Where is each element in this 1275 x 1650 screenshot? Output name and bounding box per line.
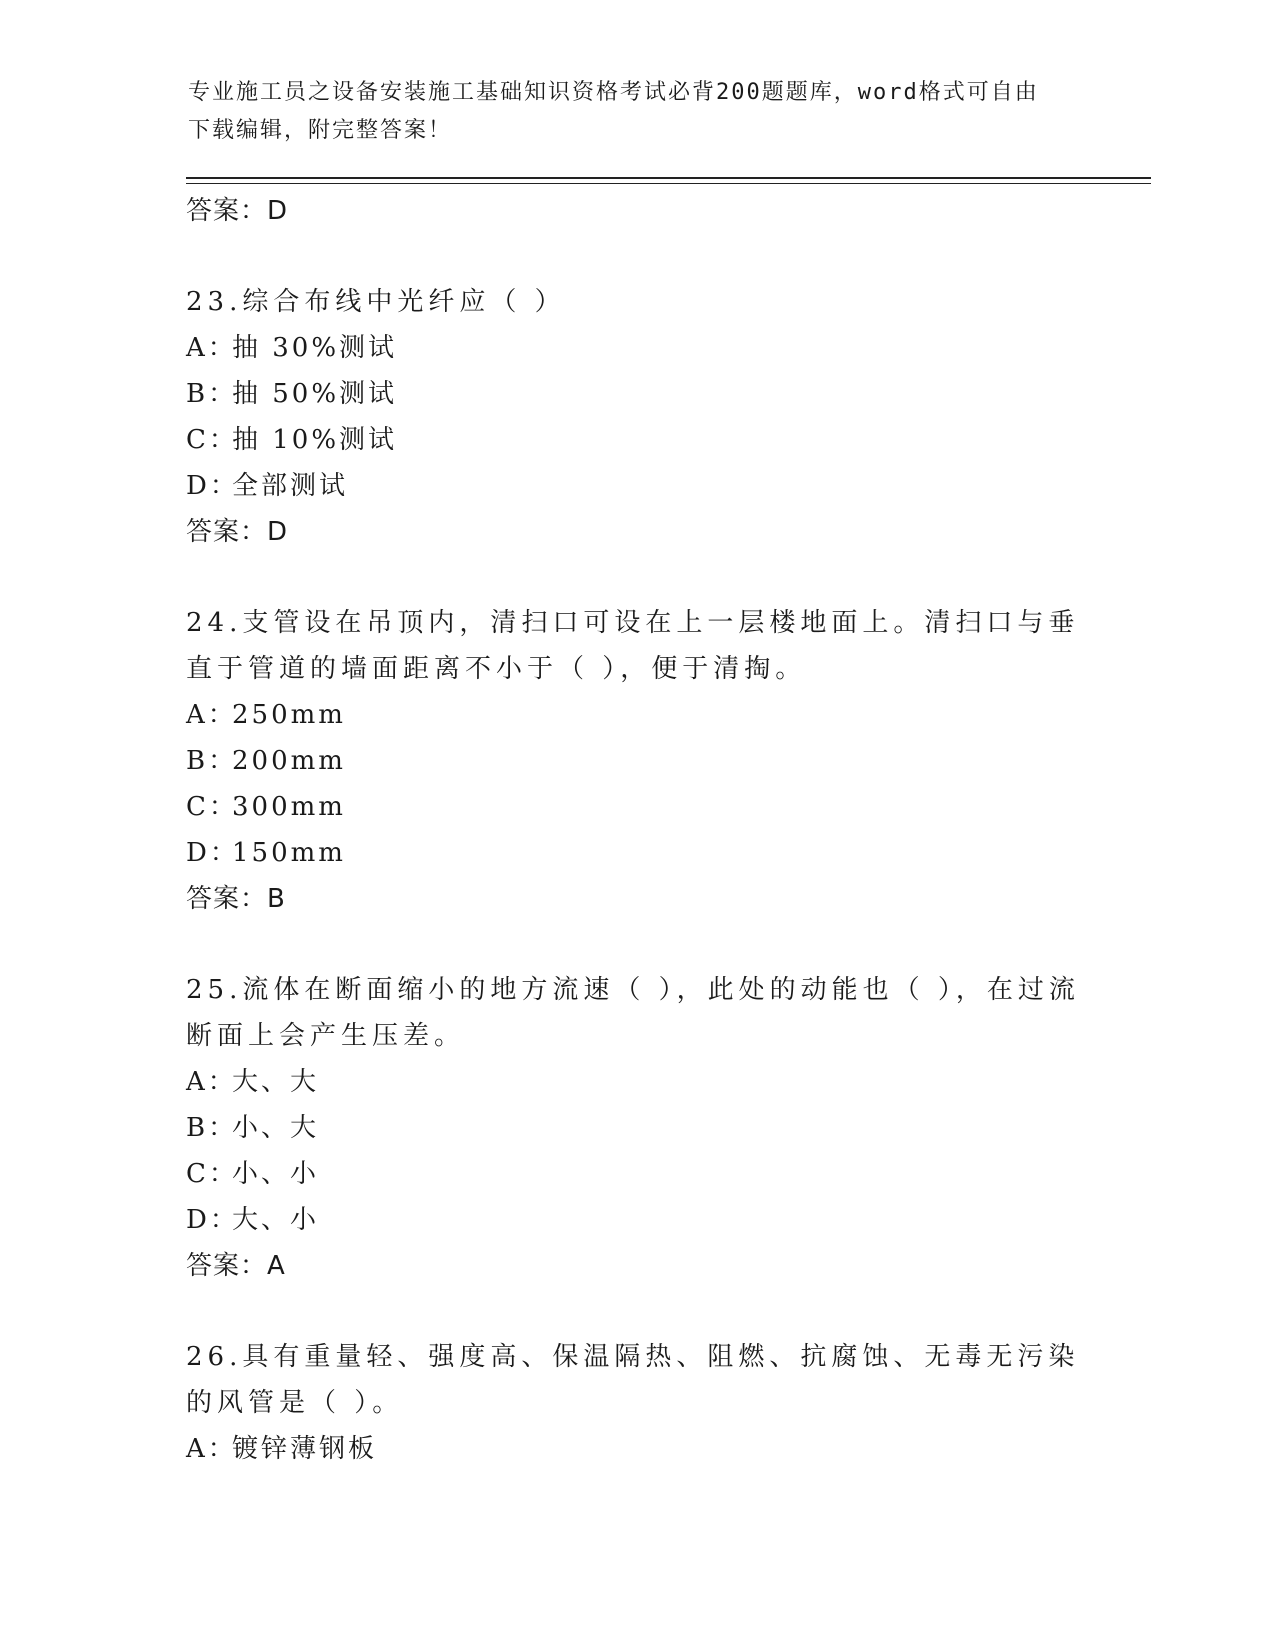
option-a: A：大、大 [186, 1067, 320, 1097]
question-24-text: 24.支管设在吊顶内，清扫口可设在上一层楼地面上。清扫口与垂直于管道的墙面距离不小于（ ），便于清掏。 [186, 608, 1080, 684]
option-a: A：镀锌薄钢板 [186, 1434, 378, 1464]
question-23-text: 23.综合布线中光纤应（ ） [186, 287, 566, 317]
option-d: D：大、小 [186, 1205, 320, 1235]
spacer [186, 1289, 1086, 1334]
question-list [186, 188, 1086, 1472]
question-26-text: 26.具有重量轻、强度高、保温隔热、阻燃、抗腐蚀、无毒无污染的风管是（ ）。 [186, 1342, 1080, 1418]
answer-23: 答案：D [186, 517, 289, 547]
option-d: D：150mm [186, 838, 346, 868]
header-line-2: 下载编辑，附完整答案！ [188, 118, 453, 143]
header-rule-thick [186, 177, 1151, 179]
question-24 [186, 600, 1086, 922]
option-a: A：抽 30%测试 [186, 333, 398, 363]
answer-25: 答案：A [186, 1251, 286, 1281]
option-b: B：小、大 [186, 1113, 320, 1143]
option-c: C：抽 10%测试 [186, 425, 398, 455]
question-26 [186, 1334, 1086, 1472]
spacer [186, 234, 1086, 279]
header-line-1: 专业施工员之设备安装施工基础知识资格考试必背200题题库，word格式可自由 [188, 80, 1039, 105]
answer-24: 答案：B [186, 884, 286, 914]
header-rule-thin [186, 183, 1151, 184]
question-23 [186, 279, 1086, 555]
option-a: A：250mm [186, 700, 346, 730]
option-b: B：200mm [186, 746, 346, 776]
option-c: C：小、小 [186, 1159, 320, 1189]
option-b: B：抽 50%测试 [186, 379, 398, 409]
question-25-text: 25.流体在断面缩小的地方流速（ ），此处的动能也（ ），在过流断面上会产生压差。 [186, 975, 1080, 1051]
spacer [186, 922, 1086, 967]
spacer [186, 555, 1086, 600]
option-c: C：300mm [186, 792, 346, 822]
question-25 [186, 967, 1086, 1289]
answer-22: 答案：D [186, 196, 289, 226]
document-header [188, 74, 1088, 150]
option-d: D：全部测试 [186, 471, 349, 501]
